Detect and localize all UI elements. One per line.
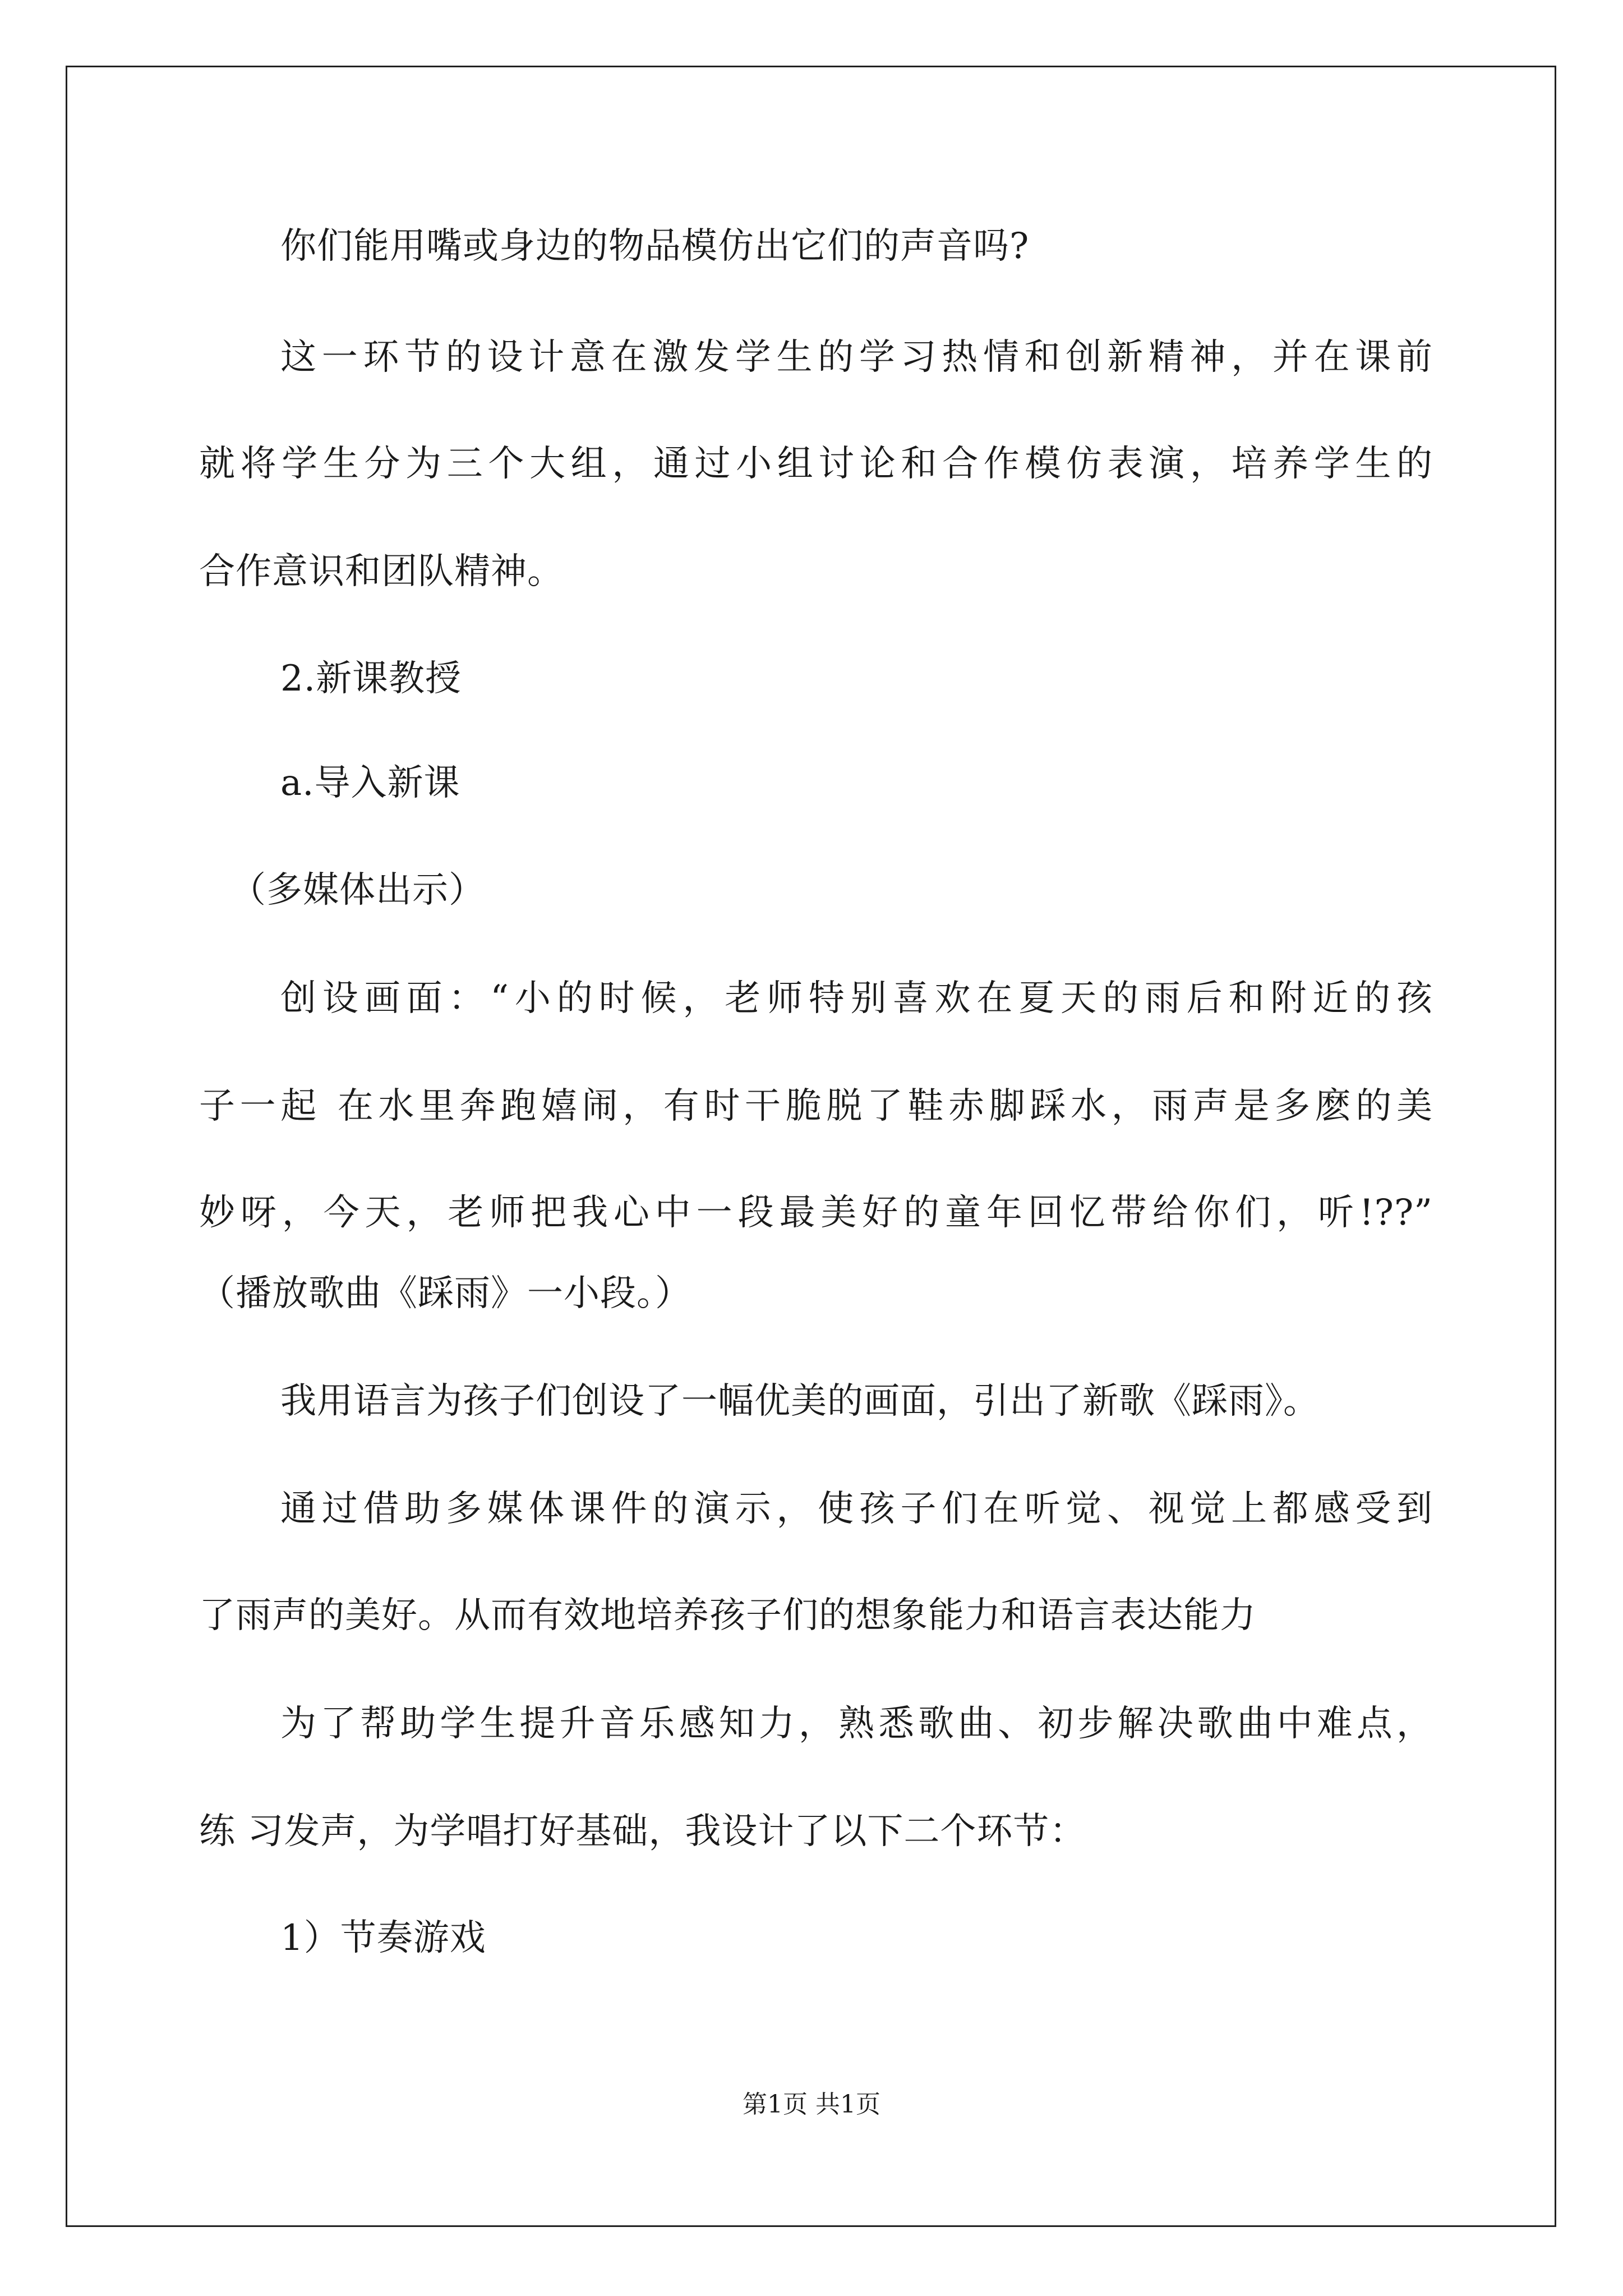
subsection-heading: a.导入新课 [280, 762, 460, 804]
paragraph-line: 创设画面：“小的时候，老师特别喜欢在夏天的雨后和附近的孩 [280, 978, 1433, 1019]
section-heading: 2.新课教授 [280, 658, 462, 700]
paragraph-line: （播放歌曲《踩雨》一小段。） [199, 1273, 691, 1314]
paragraph-line: 了雨声的美好。从而有效地培养孩子们的想象能力和语言表达能力 [199, 1595, 1256, 1636]
paragraph-line: 练 习发声，为学唱打好基础，我设计了以下二个环节： [199, 1811, 1086, 1852]
paragraph-line: 就将学生分为三个大组，通过小组讨论和合作模仿表演，培养学生的 [199, 443, 1433, 485]
page-number: 第1页 共1页 [743, 2090, 880, 2119]
paragraph-line: 为了帮助学生提升音乐感知力，熟悉歌曲、初步解决歌曲中难点， [280, 1703, 1433, 1745]
paragraph-line: 妙呀，今天，老师把我心中一段最美好的童年回忆带给你们，听!??” [199, 1192, 1433, 1234]
paragraph-line: 通过借助多媒体课件的演示，使孩子们在听觉、视觉上都感受到 [280, 1488, 1433, 1530]
paragraph-line: 合作意识和团队精神。 [199, 551, 564, 592]
paragraph-line: 这一环节的设计意在激发学生的学习热情和创新精神，并在课前 [280, 337, 1433, 378]
list-item-heading: 1）节奏游戏 [280, 1917, 486, 1959]
paragraph-line: 你们能用嘴或身边的物品模仿出它们的声音吗? [280, 226, 1030, 267]
paragraph-line: （多媒体出示） [230, 869, 485, 911]
paragraph-line: 我用语言为孩子们创设了一幅优美的画面，引出了新歌《踩雨》。 [280, 1381, 1320, 1422]
paragraph-line: 子一起 在水里奔跑嬉闹，有时干脆脱了鞋赤脚踩水，雨声是多麽的美 [199, 1085, 1433, 1127]
page-border [66, 66, 1556, 2227]
